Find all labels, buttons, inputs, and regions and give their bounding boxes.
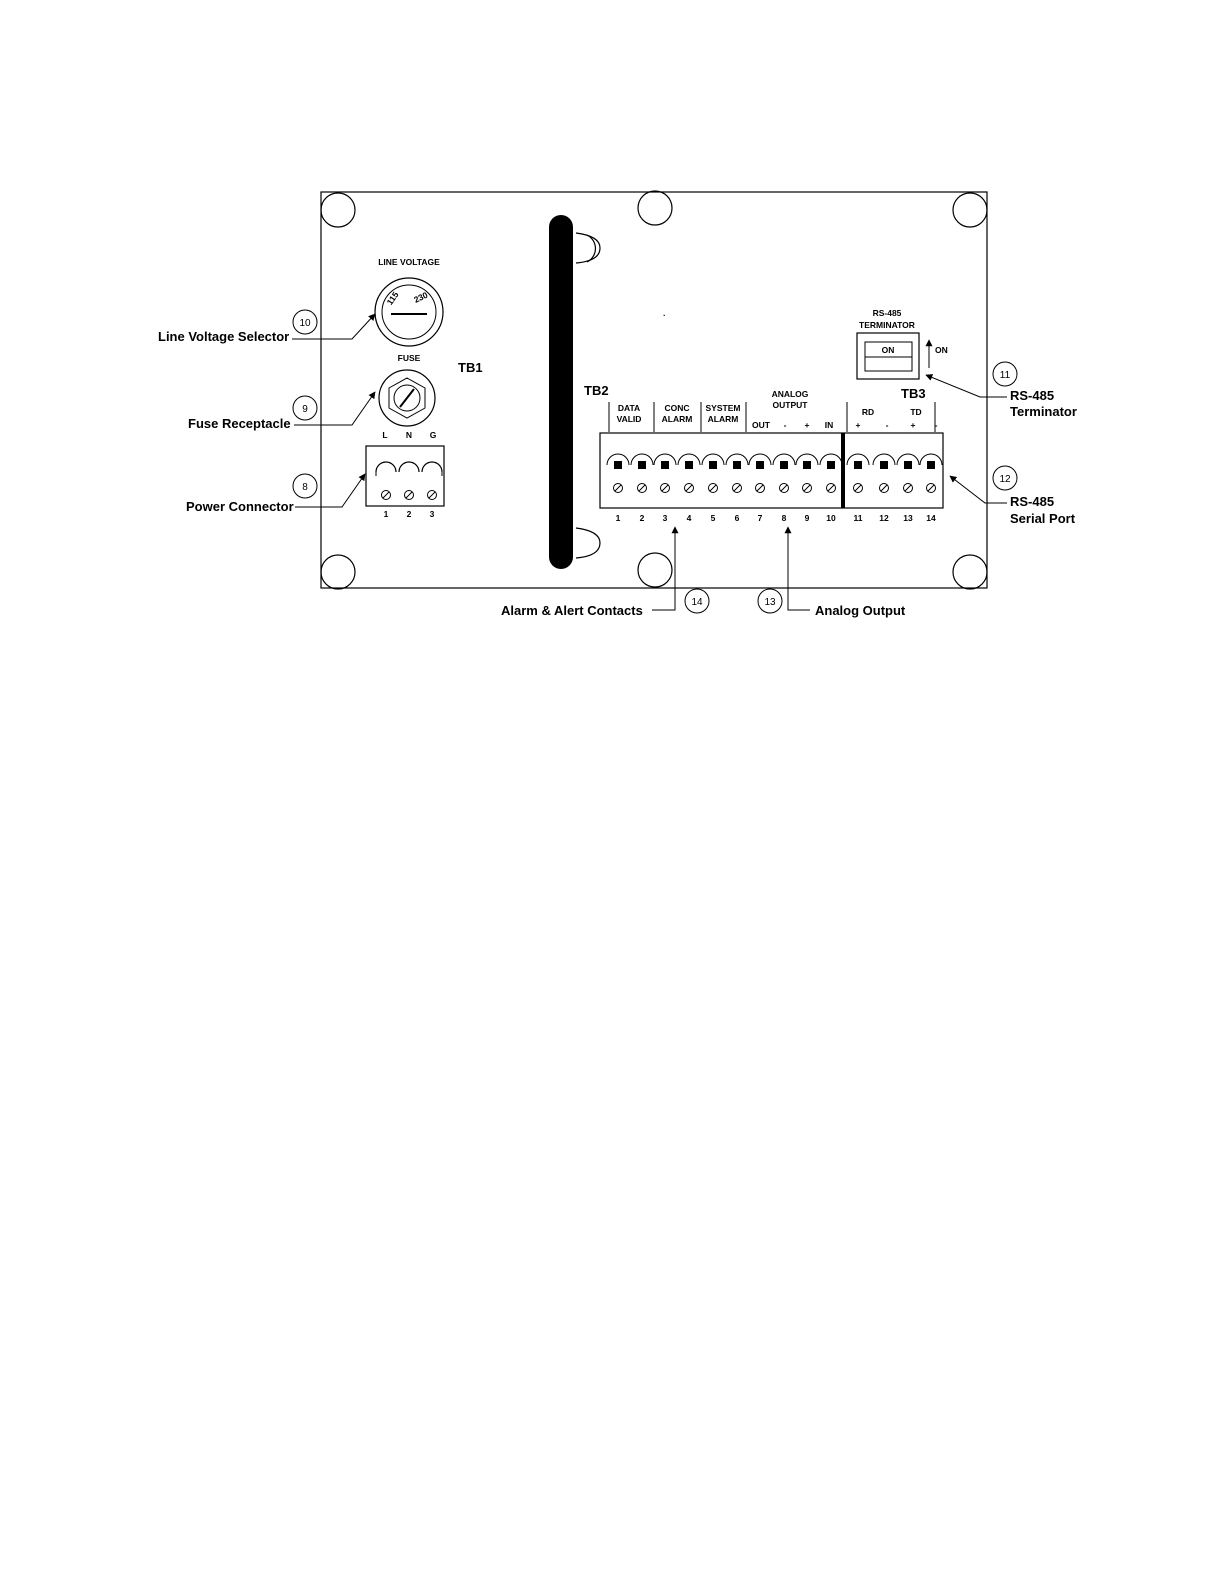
callout-number: 11	[999, 370, 1011, 381]
terminal-screw[interactable]	[702, 454, 724, 493]
callout-number: 13	[764, 597, 776, 608]
line-voltage-selector[interactable]	[375, 257, 443, 346]
callout-number: 8	[302, 482, 308, 493]
callout-arrow-icon	[950, 476, 1007, 503]
voltage-230-label: 230	[412, 289, 430, 305]
mounting-hole	[953, 555, 987, 589]
terminal-screw[interactable]	[796, 454, 818, 493]
group-label: CONC	[664, 403, 690, 413]
terminal-number: 9	[804, 513, 810, 523]
terminal-number: 12	[879, 513, 889, 523]
mounting-holes	[321, 191, 987, 589]
group-label: VALID	[616, 414, 642, 424]
voltage-115-label: 115	[384, 289, 401, 307]
tb1-num-3: 3	[429, 509, 435, 519]
rd-label: RD	[861, 407, 875, 417]
callout-label: Serial Port	[1010, 511, 1076, 526]
switch-on-arrow-label: ON	[935, 345, 948, 355]
tb3-sign: +	[910, 420, 916, 430]
terminal-screw[interactable]	[847, 454, 869, 493]
analog-sub-label: OUT	[752, 420, 770, 430]
tb3-sign: +	[855, 420, 861, 430]
group-label: DATA	[617, 403, 641, 413]
terminal-number: 10	[826, 513, 836, 523]
tb1-num-1: 1	[383, 509, 389, 519]
terminal-number: 4	[686, 513, 692, 523]
terminal-number: 5	[710, 513, 716, 523]
terminal-screw[interactable]	[631, 454, 653, 493]
terminal-number: 1	[615, 513, 621, 523]
callout-number: 14	[691, 597, 703, 608]
callout-number: 10	[299, 318, 311, 329]
analog-sub-label: +	[804, 420, 810, 430]
group-label: ALARM	[707, 414, 739, 424]
callout-8	[186, 474, 365, 514]
callout-11	[926, 362, 1077, 419]
callout-number: 9	[302, 404, 308, 415]
tb1-pin-n: N	[405, 430, 413, 440]
terminal-screw[interactable]	[749, 454, 771, 493]
callout-number: 12	[999, 474, 1011, 485]
callout-label: Line Voltage Selector	[158, 329, 290, 344]
callout-label: Alarm & Alert Contacts	[501, 603, 643, 618]
callout-14	[501, 527, 709, 618]
terminal-number: 14	[926, 513, 936, 523]
panel-outline	[321, 192, 987, 588]
terminal-block	[600, 433, 943, 523]
analog-sub-label: -	[783, 420, 787, 430]
terminal-group-labels	[609, 389, 938, 432]
terminal-number: 11	[853, 513, 863, 523]
terminal-number: 8	[781, 513, 787, 523]
tb3-sign: -	[885, 420, 889, 430]
tb1-pin-g: G	[429, 430, 437, 440]
terminal-screw[interactable]	[873, 454, 895, 493]
callout-label: Power Connector	[186, 499, 294, 514]
group-label: SYSTEM	[705, 403, 741, 413]
mounting-hole	[638, 191, 672, 225]
callout-label: RS-485	[1010, 494, 1055, 509]
terminal-screw[interactable]	[820, 454, 842, 493]
analog-sub-label: IN	[824, 420, 834, 430]
tb1-label: TB1	[458, 360, 483, 375]
stray-dot: ·	[663, 310, 666, 320]
terminator-label-line2: TERMINATOR	[859, 320, 915, 330]
tb3-sign: -	[934, 420, 938, 430]
callout-label: Analog Output	[815, 603, 906, 618]
switch-on-text: ON	[881, 345, 895, 355]
tb2-label: TB2	[584, 383, 609, 398]
group-label: ANALOG	[771, 389, 809, 399]
callout-label: Terminator	[1010, 404, 1077, 419]
callout-label: RS-485	[1010, 388, 1055, 403]
terminal-screw[interactable]	[897, 454, 919, 493]
terminal-slots	[607, 454, 942, 493]
mounting-hole	[638, 553, 672, 587]
mounting-hole	[321, 555, 355, 589]
terminal-number: 6	[734, 513, 740, 523]
mounting-hole	[953, 193, 987, 227]
tb1-pin-l: L	[382, 430, 388, 440]
group-label: OUTPUT	[772, 400, 808, 410]
line-voltage-label: LINE VOLTAGE	[378, 257, 440, 267]
terminal-numbers	[616, 513, 936, 523]
fuse-receptacle[interactable]	[379, 353, 435, 426]
terminator-label-line1: RS-485	[872, 308, 902, 318]
callout-label: Fuse Receptacle	[188, 416, 291, 431]
tb1-num-2: 2	[406, 509, 412, 519]
terminal-number: 2	[639, 513, 645, 523]
rs485-terminator-switch[interactable]	[857, 308, 948, 379]
tb3-label: TB3	[901, 386, 926, 401]
group-label: ALARM	[661, 414, 693, 424]
callout-arrow-icon	[788, 527, 810, 610]
terminal-screw[interactable]	[678, 454, 700, 493]
terminal-number: 13	[903, 513, 913, 523]
mounting-hole	[321, 193, 355, 227]
td-label: TD	[910, 407, 922, 417]
callout-arrow-icon	[926, 375, 1007, 397]
callout-12	[950, 466, 1076, 526]
terminal-screw[interactable]	[726, 454, 748, 493]
callout-9	[188, 392, 375, 431]
terminal-number: 3	[662, 513, 668, 523]
power-connector[interactable]	[366, 430, 444, 519]
terminal-screw[interactable]	[654, 454, 676, 493]
terminal-screw[interactable]	[773, 454, 795, 493]
callout-10	[158, 310, 375, 344]
terminal-screw[interactable]	[920, 454, 942, 493]
terminal-screw[interactable]	[607, 454, 629, 493]
callout-13	[758, 527, 906, 618]
terminal-number: 7	[757, 513, 763, 523]
fuse-label: FUSE	[397, 353, 421, 363]
